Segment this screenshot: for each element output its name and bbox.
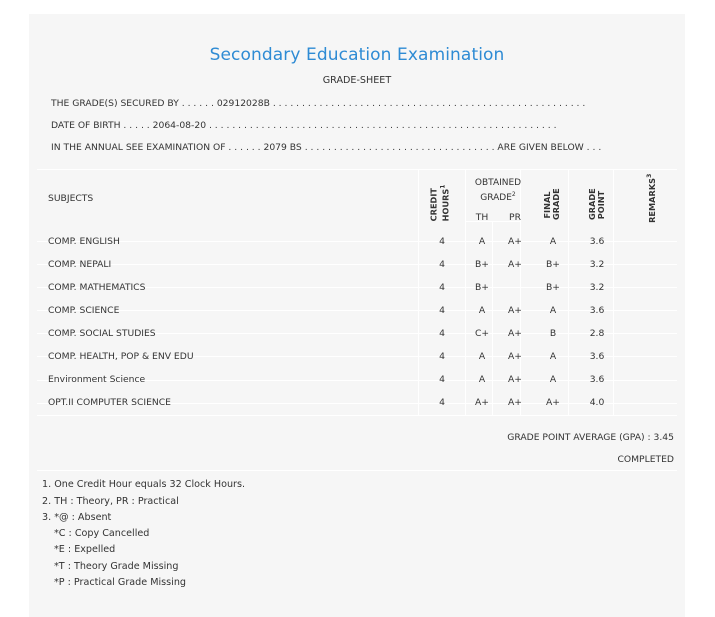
info-date-of-birth: DATE OF BIRTH . . . . . 2064-08-20 . . . . . . . . . . . . . . . . . . . . . . . . . . . . . . . . . . . . . . . . . . . . . . . . . . . . . . . . . . . . — [51, 120, 557, 131]
final-grade: A — [549, 351, 557, 362]
table-divider — [37, 264, 677, 265]
grade-point: 3.6 — [589, 236, 605, 247]
completion-status: COMPLETED — [617, 454, 674, 465]
table-divider — [37, 415, 677, 416]
subject-name: OPT.II COMPUTER SCIENCE — [48, 397, 171, 408]
credit-hours: 4 — [439, 282, 445, 293]
grade-point: 3.6 — [589, 351, 605, 362]
footnote-item: 2. TH : Theory, PR : Practical — [42, 496, 179, 507]
column-divider — [492, 221, 493, 415]
subject-name: COMP. ENGLISH — [48, 236, 120, 247]
column-divider — [613, 169, 614, 415]
symbol-number: 02912028B — [216, 98, 270, 109]
credit-hours: 4 — [439, 236, 445, 247]
header-grade-point: GRADE POINT — [587, 188, 606, 220]
credit-hours: 4 — [439, 351, 445, 362]
section-divider — [37, 470, 677, 471]
footnote-item: 1. One Credit Hour equals 32 Clock Hours. — [42, 479, 246, 490]
practical-grade: A+ — [508, 351, 522, 362]
footnote-item: *P : Practical Grade Missing — [54, 577, 186, 588]
header-credit-hours: CREDIT HOURS$^1$ — [428, 184, 451, 222]
header-subjects: SUBJECTS — [48, 193, 94, 204]
final-grade: A+ — [546, 397, 560, 408]
final-grade: B — [549, 328, 557, 339]
theory-grade: B+ — [474, 282, 490, 293]
subject-name: COMP. SCIENCE — [48, 305, 120, 316]
table-divider — [37, 241, 677, 242]
subject-name: COMP. NEPALI — [48, 259, 112, 270]
theory-grade: A+ — [475, 397, 489, 408]
footnote-item: *E : Expelled — [54, 544, 116, 555]
exam-year: 2079 BS — [263, 142, 302, 153]
subject-name: COMP. MATHEMATICS — [48, 282, 146, 293]
column-divider — [465, 169, 466, 415]
grade-point: 2.8 — [589, 328, 605, 339]
credit-hours: 4 — [439, 305, 445, 316]
exam-title: Secondary Education Examination — [209, 45, 505, 65]
grade-sheet — [29, 14, 685, 617]
header-final-grade: FINAL GRADE — [542, 188, 561, 220]
column-divider — [418, 169, 419, 415]
footnote-item: 3. *@ : Absent — [42, 512, 112, 523]
theory-grade: C+ — [474, 328, 490, 339]
grade-point: 3.2 — [589, 282, 605, 293]
final-grade: A — [549, 236, 557, 247]
table-divider — [37, 310, 677, 311]
practical-grade: A+ — [508, 397, 522, 408]
practical-grade: A+ — [508, 305, 522, 316]
info-secured-by: THE GRADE(S) SECURED BY . . . . . . 02912028B . . . . . . . . . . . . . . . . . . . . . . . . . . . . . . . . . . . . . . . . . . . . . . . . . . . . . . — [51, 98, 586, 109]
footnote-item: *C : Copy Cancelled — [54, 528, 150, 539]
final-grade: A — [549, 305, 557, 316]
theory-grade: B+ — [474, 259, 490, 270]
practical-grade: A+ — [508, 259, 522, 270]
sheet-subtitle: GRADE-SHEET — [322, 75, 392, 86]
grade-point: 4.0 — [589, 397, 605, 408]
column-divider — [568, 169, 569, 415]
table-divider — [37, 169, 677, 170]
subject-name: COMP. SOCIAL STUDIES — [48, 328, 156, 339]
footnote-item: *T : Theory Grade Missing — [54, 561, 179, 572]
header-theory: TH — [475, 212, 489, 223]
header-practical: PR — [509, 212, 521, 223]
theory-grade: A — [478, 236, 486, 247]
theory-grade: A — [478, 351, 486, 362]
header-obtained-grade: OBTAINED GRADE$^2$ — [474, 178, 522, 203]
theory-grade: A — [478, 305, 486, 316]
grade-point: 3.6 — [589, 374, 605, 385]
final-grade: B+ — [545, 282, 561, 293]
practical-grade: A+ — [508, 236, 522, 247]
subject-name: Environment Science — [48, 374, 146, 385]
practical-grade: A+ — [508, 374, 522, 385]
theory-grade: A — [478, 374, 486, 385]
practical-grade: A+ — [508, 328, 522, 339]
subject-name: COMP. HEALTH, POP & ENV EDU — [48, 351, 194, 362]
date-of-birth: 2064-08-20 — [152, 120, 207, 131]
gpa-summary: GRADE POINT AVERAGE (GPA) : 3.45 — [507, 432, 674, 443]
grade-point: 3.6 — [589, 305, 605, 316]
credit-hours: 4 — [439, 397, 445, 408]
header-remarks: REMARKS$^3$ — [646, 173, 657, 223]
grade-point: 3.2 — [589, 259, 605, 270]
info-examination: IN THE ANNUAL SEE EXAMINATION OF . . . . . . 2079 BS . . . . . . . . . . . . . . . . . . . . . . . . . . . . . . . . . ARE GIVEN BELOW . . . — [51, 142, 602, 153]
final-grade: A — [549, 374, 557, 385]
credit-hours: 4 — [439, 259, 445, 270]
credit-hours: 4 — [439, 374, 445, 385]
final-grade: B+ — [545, 259, 561, 270]
credit-hours: 4 — [439, 328, 445, 339]
